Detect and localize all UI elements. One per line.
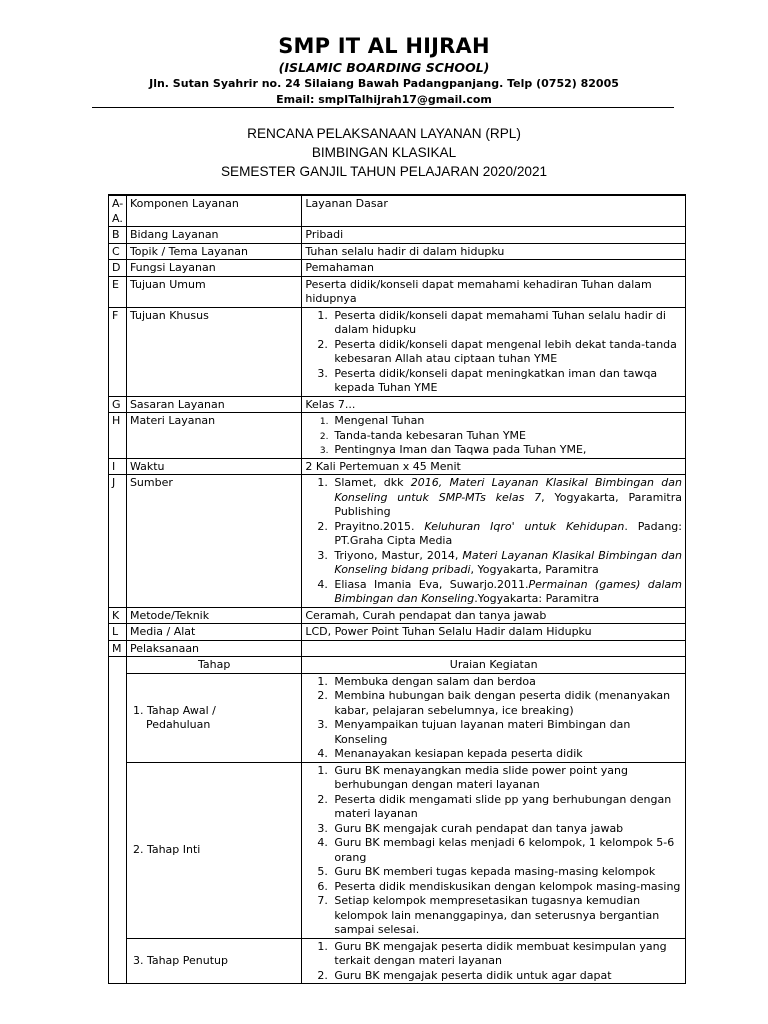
table-row [109,624,686,641]
rpl-table [108,194,686,984]
source-text: . Padang: PT.Graha Cipta Media [334,519,682,547]
tahap-name-line2: Pedahuluan [145,718,211,731]
tahap-inti-list [305,764,682,938]
source-text: Slamet, dkk [334,476,411,489]
title-line-1: RENCANA PELAKSANAAN LAYANAN (RPL) [247,126,521,141]
table-row [109,307,686,396]
school-subtitle: (ISLAMIC BOARDING SCHOOL) [278,60,490,75]
school-address: Jln. Sutan Syahrir no. 24 Silaiang Bawah Padangpanjang. Telp (0752) 82005 [149,77,619,90]
row-value: Ceramah, Curah pendapat dan tanya jawab [302,607,686,624]
source-text: Prayitno.2015. [334,519,425,533]
row-value: Layanan Dasar [302,195,686,227]
title-line-3: SEMESTER GANJIL TAHUN PELAJARAN 2020/2021 [220,164,548,179]
table-row [109,475,686,608]
row-label: Materi Layanan [126,413,301,459]
source-title: Materi Layanan Klasikal Bimbingan dan Konseling bidang pribadi [334,548,682,576]
row-label: Pelaksanaan [126,640,301,657]
list-item: 5. Guru BK memberi tugas kepada masing-masing kelompok [331,865,682,880]
table-row [109,396,686,413]
row-label: Tujuan Khusus [126,307,301,396]
source-text: Eliasa Imania Eva, Suwarjo.2011. [334,577,529,591]
table-row [109,413,686,459]
table-row [109,938,686,984]
source-text: Triyono, Mastur, 2014, [334,548,463,562]
row-value: Peserta didik/konseli dapat memahami kehadiran Tuhan dalam hidupnya [302,276,686,307]
table-row [109,607,686,624]
row-label: Metode/Teknik [126,607,301,624]
list-item: 4. Guru BK membagi kelas menjadi 6 kelompok, 1 kelompok 5-6 orang [331,836,682,865]
row-code: I [109,458,127,475]
row-value: Kelas 7... [302,396,686,413]
row-label: Fungsi Layanan [126,260,301,277]
row-value: Pribadi [302,227,686,244]
tahap-awal-list [305,675,682,762]
tahap-penutup-label: 3. Tahap Penutup [126,938,301,984]
uraian-header: Uraian Kegiatan [302,657,686,674]
tahap-header: Tahap [126,657,301,674]
school-email: Email: smpITalhijrah17@gmail.com [276,93,492,106]
source-text: , Yogyakarta, Paramitra Publishing [334,490,682,518]
list-item: 3. Pentingnya Iman dan Taqwa pada Tuhan YME, [331,443,682,458]
table-row [109,673,686,762]
row-value [302,475,686,608]
table-row [109,195,686,227]
table-row [109,227,686,244]
list-item: 3. Menyampaikan tujuan layanan materi Bimbingan dan Konseling [331,718,682,747]
row-label: Waktu [126,458,301,475]
uraian-cell [302,673,686,762]
list-item: 2. Peserta didik/konseli dapat mengenal lebih dekat tanda-tanda kebesaran Allah atau ciptaan tuhan YME [331,338,682,367]
table-row [109,243,686,260]
row-value [302,413,686,459]
row-value: Pemahaman [302,260,686,277]
row-code: J [109,475,127,608]
list-item: 1. Mengenal Tuhan [331,414,682,429]
list-item: 3. Peserta didik/konseli dapat meningkatkan iman dan tawqa kepada Tuhan YME [331,367,682,396]
row-label: Topik / Tema Layanan [126,243,301,260]
row-code: K [109,607,127,624]
row-value [302,307,686,396]
source-title: 2016, Materi Layanan Klasikal Bimbingan dan Konseling untuk SMP-MTs kelas 7 [334,476,682,504]
letterhead-divider [92,107,674,108]
row-label: Sasaran Layanan [126,396,301,413]
list-item: 1. Guru BK menayangkan media slide power point yang berhubungan dengan materi layanan [331,764,682,793]
list-item: 6. Peserta didik mendiskusikan dengan kelompok masing-masing [331,880,682,895]
uraian-cell [302,762,686,938]
row-value: LCD, Power Point Tuhan Selalu Hadir dalam Hidupku [302,624,686,641]
row-code: B [109,227,127,244]
row-value: 2 Kali Pertemuan x 45 Menit [302,458,686,475]
row-code-blank [109,657,127,984]
letterhead [0,34,768,108]
tahap-name: Tahap Awal / [146,703,216,717]
list-item [331,578,682,607]
row-label: Bidang Layanan [126,227,301,244]
source-title: Keluhuran Iqro' untuk Kehidupan [424,519,625,533]
list-item: 2. Peserta didik mengamati slide pp yang berhubungan dengan materi layanan [331,793,682,822]
document-title [0,124,768,181]
row-code: F [109,307,127,396]
table-row [109,260,686,277]
row-label: Media / Alat [126,624,301,641]
list-item: 1. Membuka dengan salam dan berdoa [331,675,682,690]
row-label: Komponen Layanan [126,195,301,227]
sumber-list [305,476,682,607]
tahap-penutup-list [305,940,682,984]
list-item: 3. Guru BK mengajak curah pendapat dan tanya jawab [331,822,682,837]
table-row [109,276,686,307]
row-code: L [109,624,127,641]
row-code: D [109,260,127,277]
row-code: G [109,396,127,413]
row-value [302,640,686,657]
source-title: Permainan (games) dalam Bimbingan dan Konseling [334,577,682,605]
school-name: SMP IT AL HIJRAH [278,34,490,58]
table-row [109,458,686,475]
row-code: C [109,243,127,260]
source-text: .Yogyakarta: Paramitra [474,592,600,605]
source-text: , Yogyakarta, Paramitra [470,563,599,576]
list-item: 4. Menanayakan kesiapan kepada peserta didik [331,747,682,762]
list-item: 1. Peserta didik/konseli dapat memahami Tuhan selalu hadir di dalam hidupku [331,309,682,338]
list-item: 2. Membina hubungan baik dengan peserta didik (menanyakan kabar, pelajaran sebelumnya, ice breaking) [331,689,682,718]
list-item: 2. Tanda-tanda kebesaran Tuhan YME [331,429,682,444]
tahap-awal-label [126,673,301,762]
list-item: 1. Guru BK mengajak peserta didik membuat kesimpulan yang terkait dengan materi layanan [331,940,682,969]
pelaksanaan-header-row [109,657,686,674]
row-code: M [109,640,127,657]
list-item: 2. Guru BK mengajak peserta didik untuk agar dapat [331,969,682,984]
row-label: Sumber [126,475,301,608]
tujuan-khusus-list [305,309,682,396]
list-item [331,476,682,520]
row-code: H [109,413,127,459]
table-row [109,640,686,657]
table-row [109,762,686,938]
list-item [331,549,682,578]
row-code: E [109,276,127,307]
row-label: Tujuan Umum [126,276,301,307]
list-item [331,520,682,549]
row-code: A-A. [109,195,127,227]
title-line-2: BIMBINGAN KLASIKAL [311,145,457,160]
tahap-inti-label: 2. Tahap Inti [126,762,301,938]
materi-layanan-list [305,414,682,458]
row-value: Tuhan selalu hadir di dalam hidupku [302,243,686,260]
list-item: 7. Setiap kelompok mempresetasikan tugasnya kemudian kelompok lain menanggapinya, dan seterusnya bergantian sampai selesai. [331,894,682,938]
tahap-number: 1. [132,703,144,717]
uraian-cell [302,938,686,984]
